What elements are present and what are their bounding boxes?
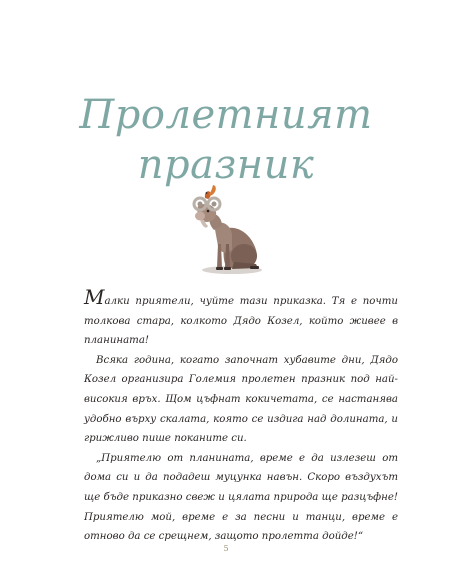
goat-with-squirrel-icon [188, 184, 266, 276]
paragraph-2: Всяка година, когато започнат хубавите дни, Дядо Козел организира Големия пролетен празник под най-високия връх. Щом цъфнат кокичетата, се настанява удобно върху скалата, която се издига над долината, и грижливо пише поканите си. [84, 354, 398, 445]
paragraph-3: „Приятелю от планината, време е да излезеш от дома си и да подадеш муцунка навън. Скоро въздухът ще бъде приказно свеж и цялата природа ще разцъфне! Приятелю мой, време е за песни и танци, време е отново да се срещнем, защото пролетта дойде!“ [84, 452, 398, 543]
story-text [84, 285, 398, 547]
page-title-line-2: празник [137, 142, 315, 188]
drop-cap: М [84, 285, 105, 309]
paragraph-1-text: алки приятели, чуйте тази приказка. Тя е почти толкова стара, колкото Дядо Козел, който живее в планината! [84, 296, 398, 347]
paragraph-1 [84, 285, 398, 351]
page-number: 5 [223, 544, 229, 553]
page-title-line-1: Пролетният [79, 92, 373, 138]
